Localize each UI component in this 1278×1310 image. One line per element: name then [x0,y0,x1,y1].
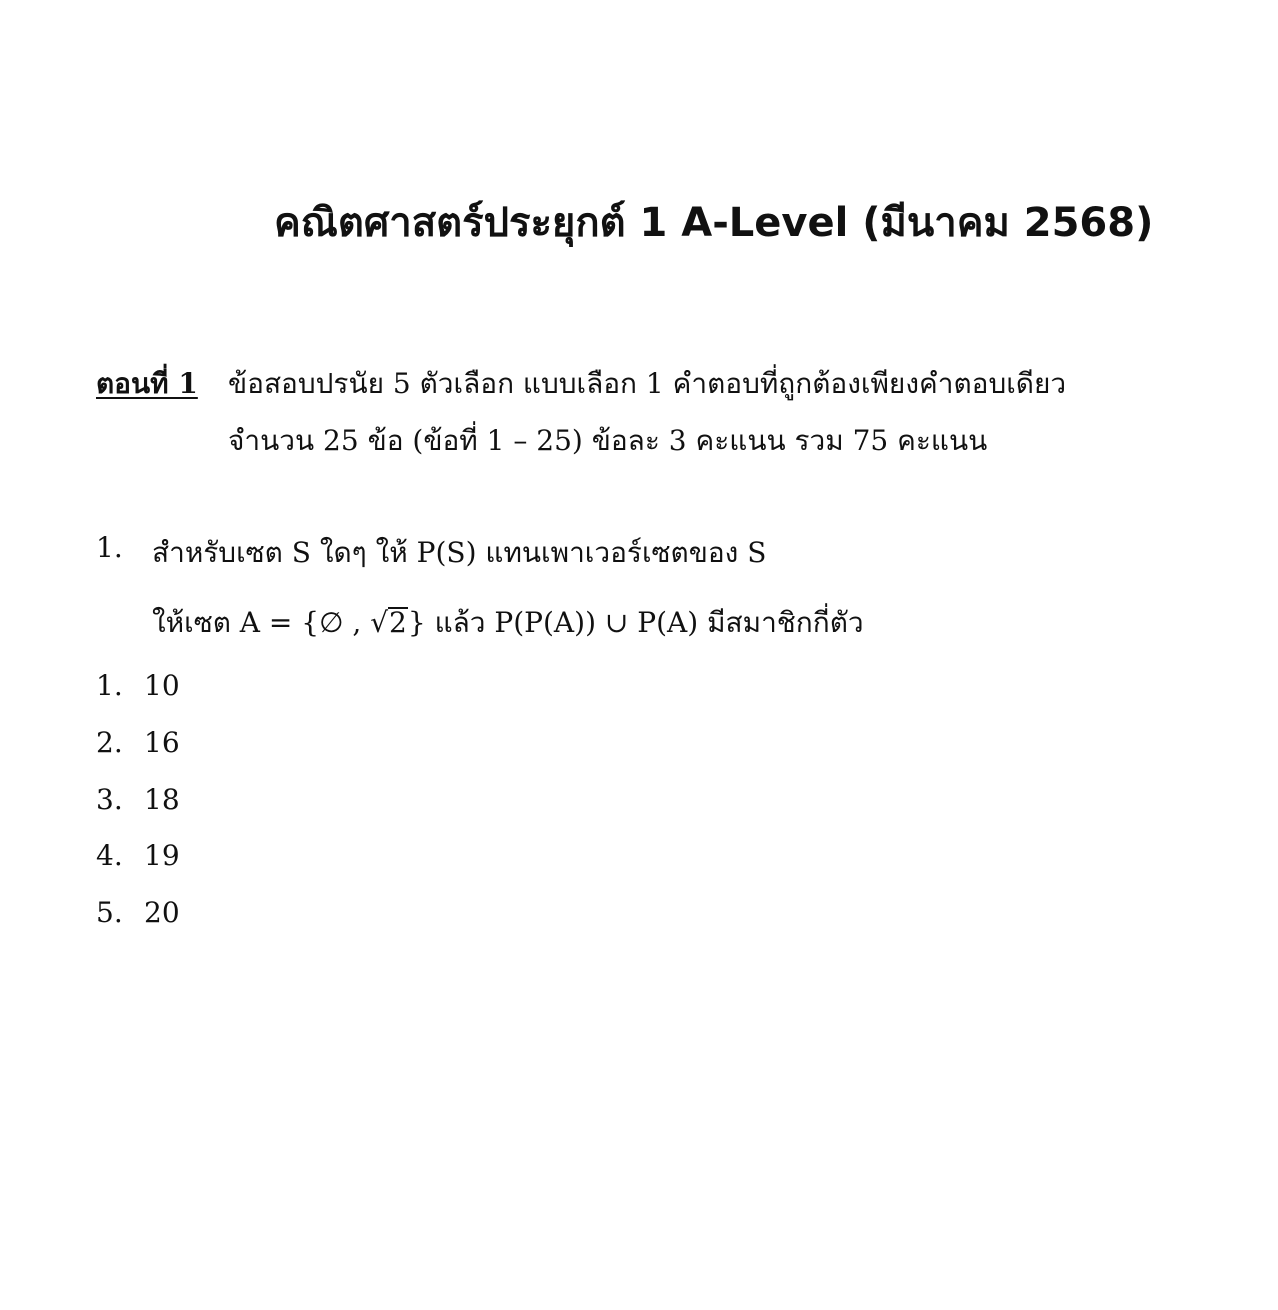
choice-number: 5. [96,896,123,929]
question-number: 1. [96,531,123,564]
choice-item [96,839,180,872]
choice-value: 16 [144,726,180,759]
sqrt-symbol: √ [370,606,389,639]
choice-value: 10 [144,669,180,702]
choice-item [96,783,180,816]
part-instruction-line-2: จำนวน 25 ข้อ (ข้อที่ 1 – 25) ข้อละ 3 คะแนน รวม 75 คะแนน [228,424,988,457]
question-line-2-end: } แล้ว P(P(A)) ∪ P(A) มีสมาชิกกี่ตัว [407,606,864,639]
sqrt-expression [370,606,408,639]
choice-item [96,896,180,929]
page-title: คณิตศาสตร์ประยุกต์ 1 A-Level (มีนาคม 2568) [274,200,1154,246]
part-label: ตอนที่ 1 [96,367,198,400]
choice-value: 20 [144,896,180,929]
choice-number: 3. [96,783,123,816]
question-line-2 [152,601,864,645]
choice-value: 18 [144,783,180,816]
part-instruction-line-1: ข้อสอบปรนัย 5 ตัวเลือก แบบเลือก 1 คำตอบที่ถูกต้องเพียงคำตอบเดียว [228,367,1067,400]
question-line-2-start: ให้เซต A = {∅ , [152,606,371,639]
choice-number: 2. [96,726,123,759]
question-line-1: สำหรับเซต S ใดๆ ให้ P(S) แทนเพาเวอร์เซตของ S [152,536,767,569]
choice-item [96,726,180,759]
sqrt-radicand: 2 [389,606,407,639]
choice-number: 1. [96,669,123,702]
choice-item [96,669,180,702]
choice-value: 19 [144,839,180,872]
choice-number: 4. [96,839,123,872]
